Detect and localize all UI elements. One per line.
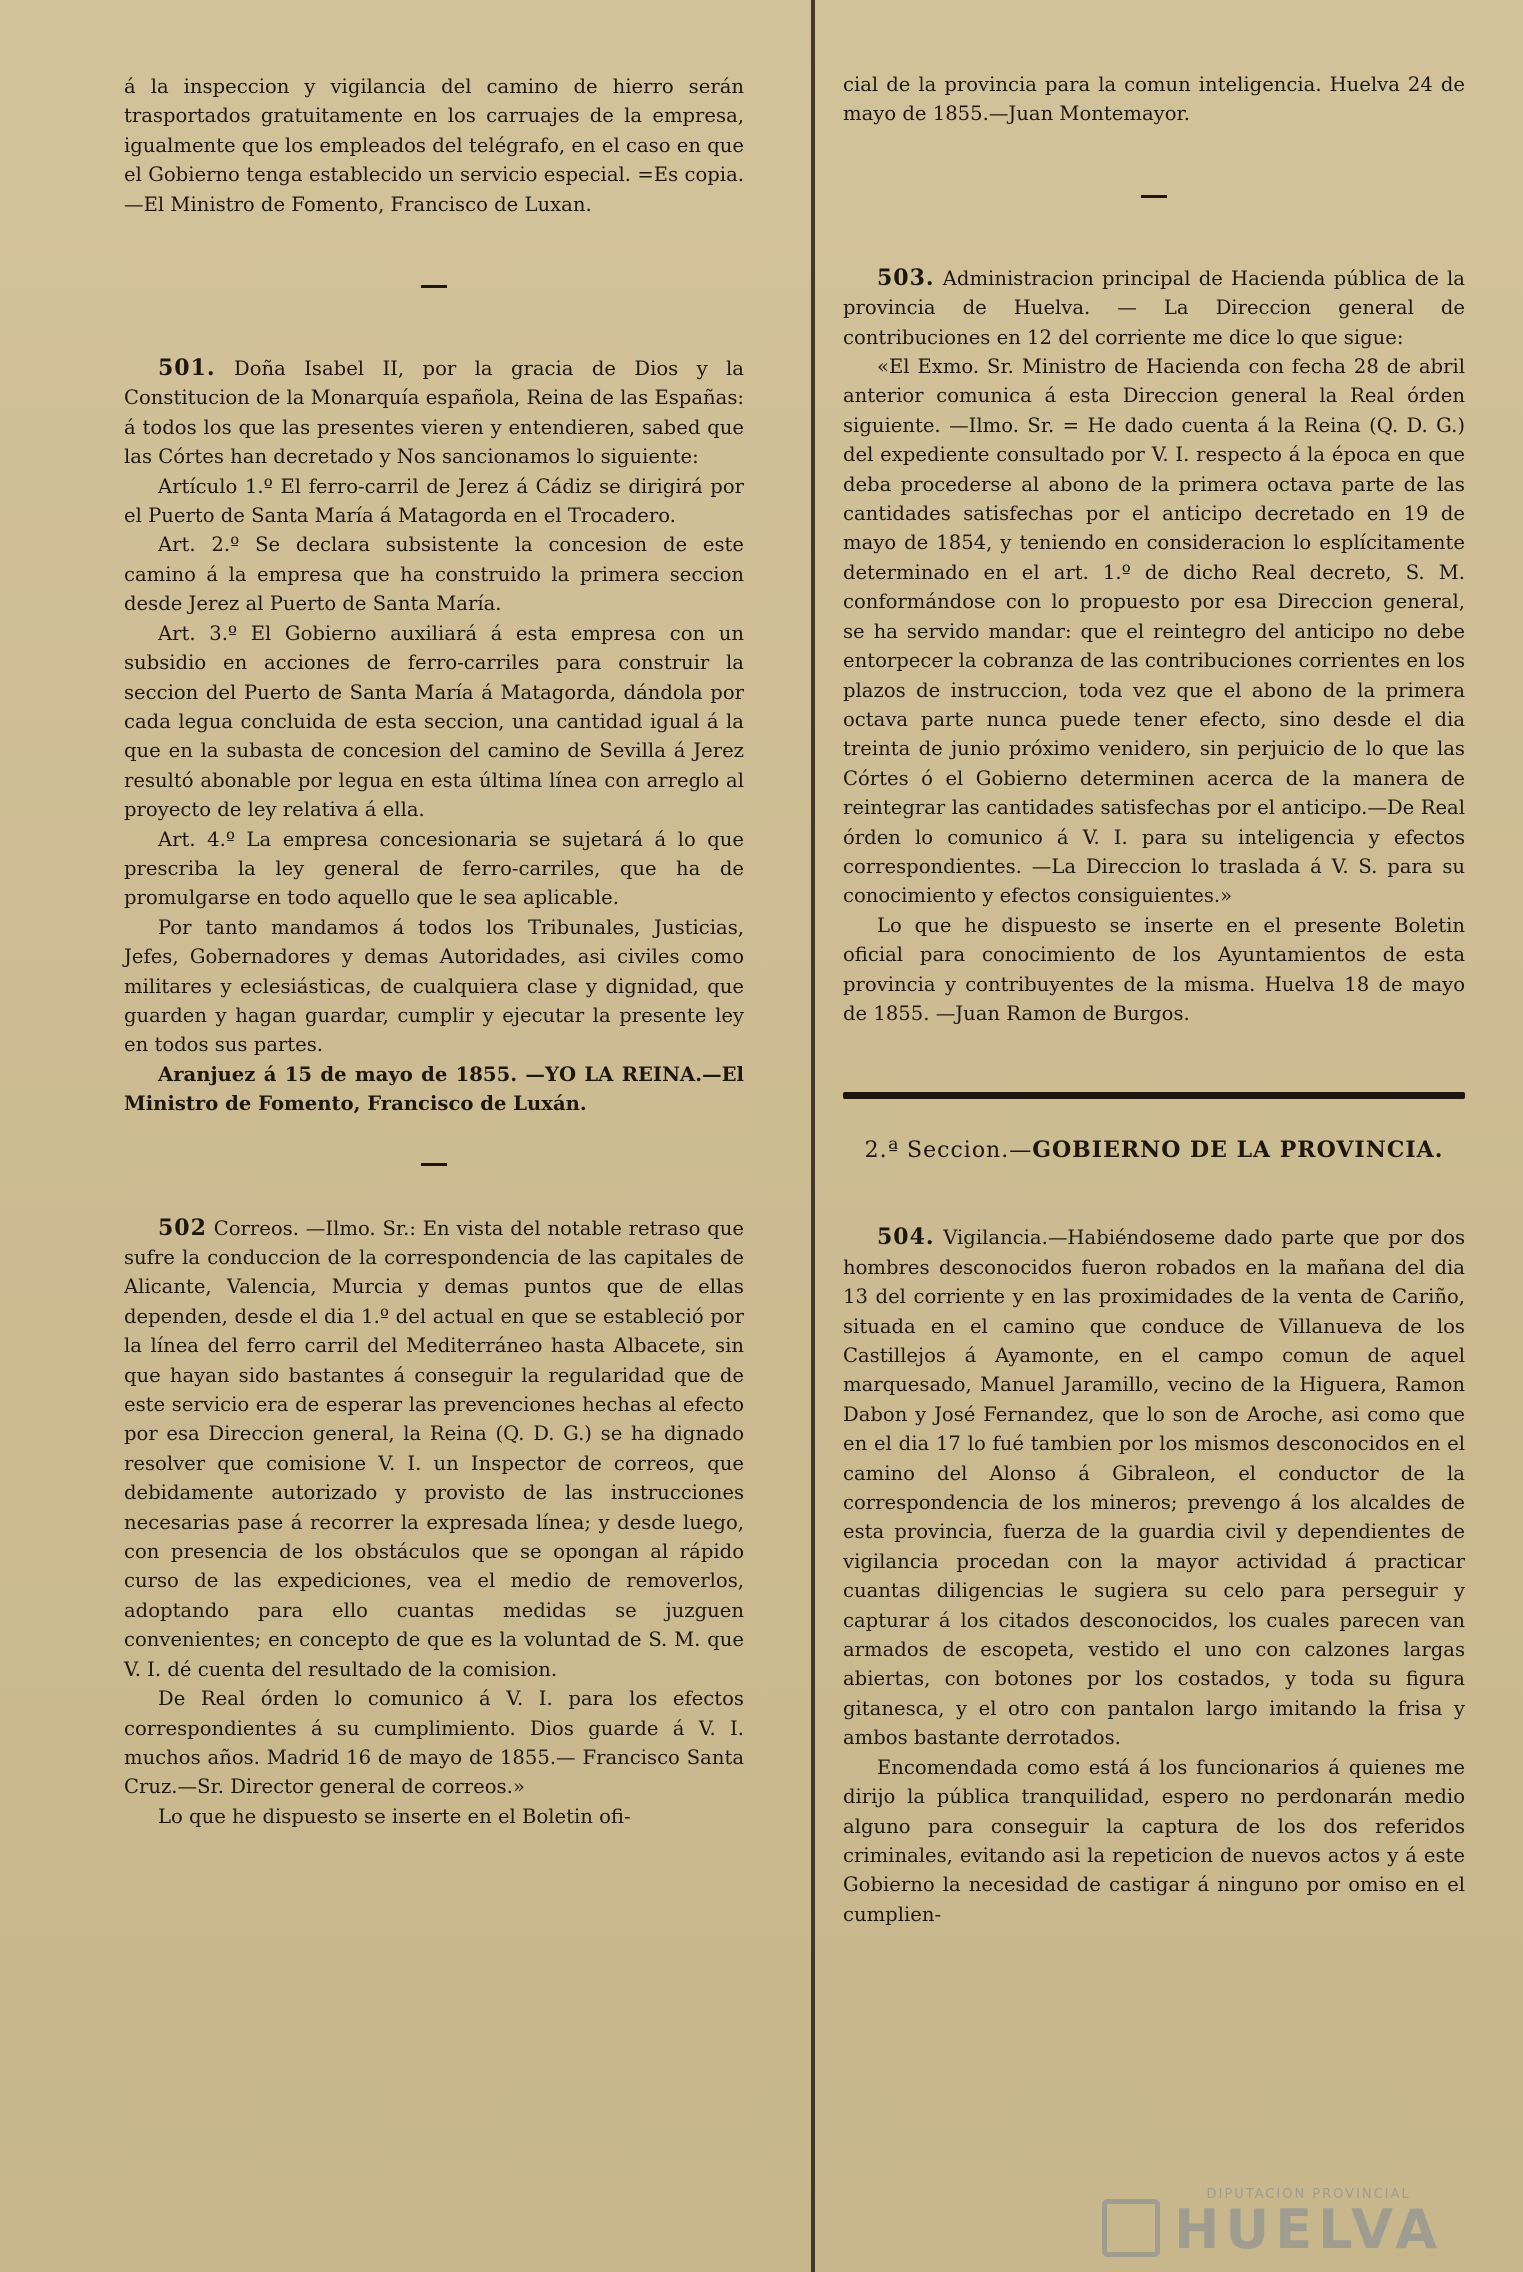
item-503-quote: «El Exmo. Sr. Ministro de Hacienda con fecha 28 de abril anterior comunica á esta Direccion general la Real órden siguiente. —Ilmo. Sr. = He dado cuenta á la Reina (Q. D. G.) del expediente consultado por V. I. respecto á la época en que deba procederse al abono de la primera octava parte de las cantidades satisfechas por el anticipo decretado en 19 de mayo de 1854, y teniendo en consideracion lo esplícitamente determinado en el art. 1.º de dicho Real decreto, S. M. conformándose con lo propuesto por esa Direccion general, se ha servido mandar: que el reintegro del anticipo no debe entorpecer la cobranza de las contribuciones corrientes en los plazos de instruccion, toda vez que el abono de la primera octava parte nunca puede tener efecto, sino desde el dia treinta de junio próximo venidero, sin perjuicio de lo que las Córtes ó el Gobierno determinen acerca de la manera de reintegrar las cantidades satisfechas por el anticipo.—De Real órden lo comunico á V. I. para su inteligencia y efectos correspondientes. —La Direccion lo traslada á V. S. para su conocimiento y efectos consiguientes.»	[843, 355, 1465, 908]
item-501	[124, 354, 744, 472]
section-title: GOBIERNO DE LA PROVINCIA.	[1032, 1137, 1444, 1164]
article-1: Artículo 1.º El ferro-carril de Jerez á Cádiz se dirigirá por el Puerto de Santa María á Matagorda en el Trocadero.	[124, 474, 744, 528]
item-504-text: Vigilancia.—Habiéndoseme dado parte que por dos hombres desconocidos fueron robados en la mañana del dia 13 del corriente y en las proximidades de la venta de Cariño, situada en el camino que conduce de Villanueva de los Castillejos á Ayamonte, en el campo comun de aquel marquesado, Manuel Jaramillo, vecino de la Higuera, Ramon Dabon y José Fernandez, que lo son de Aroche, asi como que en el dia 17 lo fué tambien por los mismos desconocidos en el camino del Alonso á Gibraleon, el conductor de la correspondencia de los mineros; prevengo á los alcaldes de esta provincia, fuerza de la guardia civil y dependientes de vigilancia procedan con la mayor actividad á practicar cuantas diligencias le sugiera su celo para perseguir y capturar á los citados desconocidos, los cuales parecen van armados de escopeta, vestido el uno con calzones largas abiertas, con botones por los costados, y toda su figura gitanesca, y el otro con pantalon largo imitando la frisa y ambos bastante derrotados.	[843, 1226, 1465, 1750]
section-rule	[843, 1092, 1465, 1099]
item-502	[124, 1214, 744, 1685]
left-column	[124, 72, 744, 1831]
watermark-top: DIPUTACIÓN PROVINCIAL	[1206, 2187, 1411, 2202]
item-number: 503.	[877, 264, 935, 291]
seal-icon	[1102, 2199, 1160, 2257]
item-502-text: Correos. —Ilmo. Sr.: En vista del notable retraso que sufre la conduccion de la correspondencia de las capitales de Alicante, Valencia, Murcia y demas puntos que de ellas dependen, desde el dia 1.º del actual en que se estableció por la línea del ferro carril del Mediterráneo hasta Albacete, sin que hayan sido bastantes á conseguir la regularidad que de este servicio era de esperar las prevenciones hechas al efecto por esa Direccion general, la Reina (Q. D. G.) se ha dignado resolver que comisione V. I. un Inspector de correos, que debidamente autorizado y provisto de las instrucciones necesarias pase á recorrer la expresada línea; y desde luego, con presencia de los obstáculos que se opongan al rápido curso de las expediciones, vea el medio de removerlos, adoptando para ello cuantas medidas se juzguen convenientes; en concepto de que es la voluntad de S. M. que V. I. dé cuenta del resultado de la comision.	[124, 1216, 744, 1681]
item-502-real-orden: De Real órden lo comunico á V. I. para los efectos correspondientes á su cumplimiento. Dios guarde á V. I. muchos años. Madrid 16 de mayo de 1855.— Francisco Santa Cruz.—Sr. Director general de correos.»	[124, 1687, 744, 1799]
continuation-paragraph: cial de la provincia para la comun inteligencia. Huelva 24 de mayo de 1855.—Juan Montemayor.	[843, 73, 1465, 126]
item-504	[843, 1223, 1465, 1752]
section-prefix: 2.ª Seccion.—	[864, 1138, 1033, 1164]
article-4: Art. 4.º La empresa concesionaria se sujetará á lo que prescriba la ley general de ferro-carriles, que ha de promulgarse en todo aquello que le sea aplicable.	[124, 827, 744, 910]
article-3: Art. 3.º El Gobierno auxiliará á esta empresa con un subsidio en acciones de ferro-carriles para construir la seccion del Puerto de Santa María á Matagorda, dándola por cada legua concluida de esta seccion, una cantidad igual á la que en la subasta de concesion del camino de Sevilla á Jerez resultó abonable por legua en esta última línea con arreglo al proyecto de ley relativa á ella.	[124, 621, 744, 822]
item-503	[843, 264, 1465, 352]
column-divider	[811, 0, 815, 2272]
item-504-encomendada: Encomendada como está á los funcionarios á quienes me dirijo la pública tranquilidad, espero no perdonarán medio alguno para conseguir la captura de los dos referidos criminales, evitando asi la repeticion de nuevos actos y á este Gobierno la necesidad de castigar á ninguno por omiso en el cumplien-	[843, 1755, 1465, 1926]
watermark-main: HUELVA	[1174, 2198, 1443, 2261]
item-number: 501.	[158, 355, 216, 382]
aranjuez-signature: Aranjuez á 15 de mayo de 1855. —YO LA REINA.—El Ministro de Fomento, Francisco de Luxán.	[124, 1062, 744, 1116]
separator-rule	[421, 1163, 447, 1166]
item-number: 504.	[877, 1224, 935, 1251]
separator-rule	[1141, 195, 1167, 198]
separator-rule	[421, 285, 447, 288]
item-503-text: Administracion principal de Hacienda pública de la provincia de Huelva. — La Direccion general de contribuciones en 12 del corriente me dice lo que sigue:	[843, 266, 1465, 349]
right-column	[843, 70, 1465, 1929]
item-number: 502	[158, 1214, 207, 1241]
item-502-lo-que: Lo que he dispuesto se inserte en el Boletin ofi-	[158, 1804, 631, 1828]
intro-paragraph: á la inspeccion y vigilancia del camino de hierro serán trasportados gratuitamente en los carruajes de la empresa, igualmente que los empleados del telégrafo, en el caso en que el Gobierno tenga establecido un servicio especial. =Es copia.—El Ministro de Fomento, Francisco de Luxan.	[124, 75, 744, 216]
item-503-lo-que: Lo que he dispuesto se inserte en el presente Boletin oficial para conocimiento de los Ayuntamientos de esta provincia y contribuyentes de la misma. Huelva 18 de mayo de 1855. —Juan Ramon de Burgos.	[843, 913, 1465, 1025]
item-501-text: Doña Isabel II, por la gracia de Dios y la Constitucion de la Monarquía española, Reina de las Españas: á todos los que las presentes vieren y entendieren, sabed que las Córtes han decretado y Nos sancionamos lo siguiente:	[124, 357, 744, 469]
article-2: Art. 2.º Se declara subsistente la concesion de este camino á la empresa que ha construido la primera seccion desde Jerez al Puerto de Santa María.	[124, 533, 744, 616]
archive-watermark	[1174, 2187, 1443, 2261]
por-tanto-paragraph: Por tanto mandamos á todos los Tribunales, Justicias, Jefes, Gobernadores y demas Autoridades, asi civiles como militares y eclesiásticas, de cualquiera clase y dignidad, que guarden y hagan guardar, cumplir y ejecutar la presente ley en todos sus partes.	[124, 915, 744, 1057]
section-heading	[843, 1137, 1465, 1163]
